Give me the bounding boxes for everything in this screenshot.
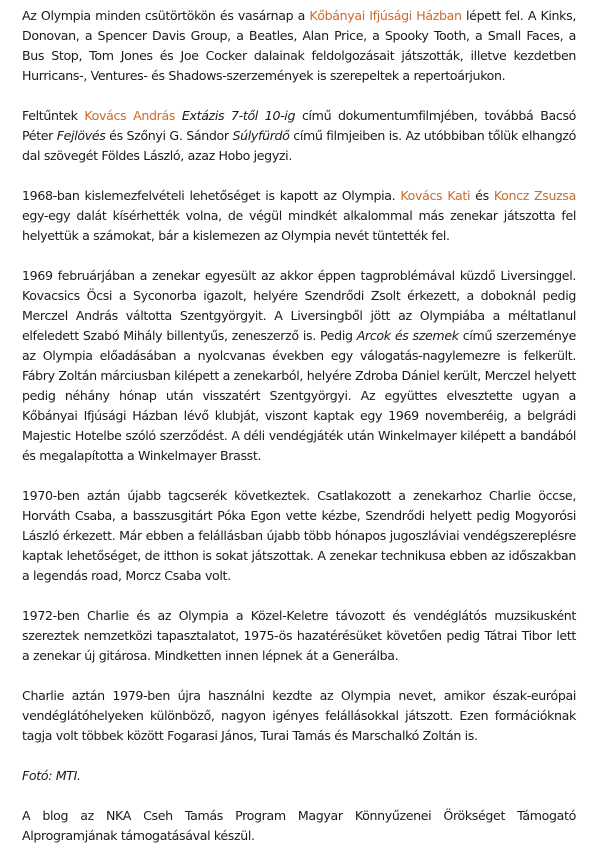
paragraph-1979: Charlie aztán 1979-ben újra használni kezdte az Olympia nevet, amikor észak-európai vendéglátóhelyeken különböző, nagyon igényes felállásokkal játszott. Ezen formációknak tagja volt többek között Fogarasi János, Turai Tamás és Marschalkó Zoltán is. [22,688,576,743]
film-title: Súlyfürdő [232,128,290,143]
film-title: Fejlövés [56,128,106,143]
paragraph-1972: 1972-ben Charlie és az Olympia a Közel-Keletre távozott és vendéglátós muzsikusként szereztek nemzetközi tapasztalatot, 1975-ös hazatérésüket követően pedig Tátrai Tibor lett a zenekar új gitárosa. Mindketten innen lépnek át a Generálba. [22,608,576,663]
paragraph-text: lépett fel. A Kinks, Donovan, a Spencer Davis Group, a Beatles, Alan Price, a Spooky Tooth, a Small Faces, a Bus Stop, Tom Jones és Joe Cocker dalainak feldolgozásait játszották, illetve kezdetben Hurricans-, Ventures- és Shadows-szerzemények is szerepeltek a repertoárjukon. [22,8,576,83]
photo-credit [22,766,576,786]
paragraph-blog-support: A blog az NKA Cseh Tamás Program Magyar Könnyűzenei Örökséget Támogató Alprogramjának támogatásával készül. [22,808,576,843]
paragraph-text: című filmjeiben is. Az utóbbiban tőlük elhangzó dal szövegét Földes László, azaz Hobo jegyzi. [22,128,576,163]
paragraph-1969 [22,266,576,466]
paragraph-text: című dokumentumfilmjében, továbbá Bacsó Péter [22,108,577,143]
paragraph-kobanya [22,6,576,86]
paragraph-text: című szerzeménye az Olympia előadásában a nyolcvanas években egy válogatás-nagylemezre is felkerült. Fábry Zoltán márciusban kilépett a zenekarból, helyére Zdroba Dániel került, Merczel helyett pedig néhány hónap után visszatért Szentgyörgyi. Az együttes elvesztette ugyan a Kőbányai Ifjúsági Házban lévő klubját, viszont kaptak egy 1969 novemberéig, a belgrádi Majestic Hotelbe szóló szerződést. A déli vendégjáték után Winkelmayer kilépett a bandából és megalapította a Winkelmayer Brasst. [22,328,576,463]
paragraph-1968 [22,186,576,246]
paragraph-text: Az Olympia minden csütörtökön és vasárnap a [22,8,310,23]
paragraph-text: Feltűntek [22,108,85,123]
film-title: Extázis 7-től 10-ig [181,108,296,123]
link-kovacs-kati[interactable]: Kovács Kati [400,188,471,203]
link-kovacs-andras[interactable]: Kovács András [84,108,176,123]
paragraph-text: és Szőnyi G. Sándor [105,128,233,143]
paragraph-text: egy-egy dalát kísérhették volna, de végül mindkét alkalommal más zenekar játszotta fel helyettük a számokat, bár a kislemezen az Olympia nevét tüntették fel. [22,208,576,243]
paragraph-text: és [470,188,494,203]
paragraph-text: 1969 februárjában a zenekar egyesült az akkor éppen tagproblémával küzdő Liversinggel. Kovacsics Öcsi a Syconorba igazolt, helyére Szendrődi Zsolt érkezett, a doboknál pedig Merczel András váltotta Szentgyörgyit. A Liversingből jött az Olympiába a méltatlanul elfeledett Szabó Mihály billentyűs, zeneszerző is. Pedig [22,268,576,343]
photo-credit-text: Fotó: MTI. [22,768,81,783]
paragraph-1970: 1970-ben aztán újabb tagcserék következtek. Csatlakozott a zenekarhoz Charlie öccse, Horváth Csaba, a basszusgitárt Póka Egon vette kézbe, Szendrődi helyett pedig Mogyorósi László érkezett. Már ebben a felállásban újabb több hónapos jugoszláviai vendégszereplésre kaptak lehetőséget, de itthon is sokat játszottak. A zenekar technikusa ebben az időszakban a legendás road, Morcz Csaba volt. [22,488,576,583]
song-title: Arcok és szemek [356,328,459,343]
paragraph-text: 1968-ban kislemezfelvételi lehetőséget is kapott az Olympia. [22,188,401,203]
paragraph-text [175,108,182,123]
link-koncz-zsuzsa[interactable]: Koncz Zsuzsa [493,188,576,203]
article-body [22,6,576,866]
link-kobanyai-ifjusagi-haz[interactable]: Kőbányai Ifjúsági Házban [309,8,462,23]
paragraph-films [22,106,576,166]
